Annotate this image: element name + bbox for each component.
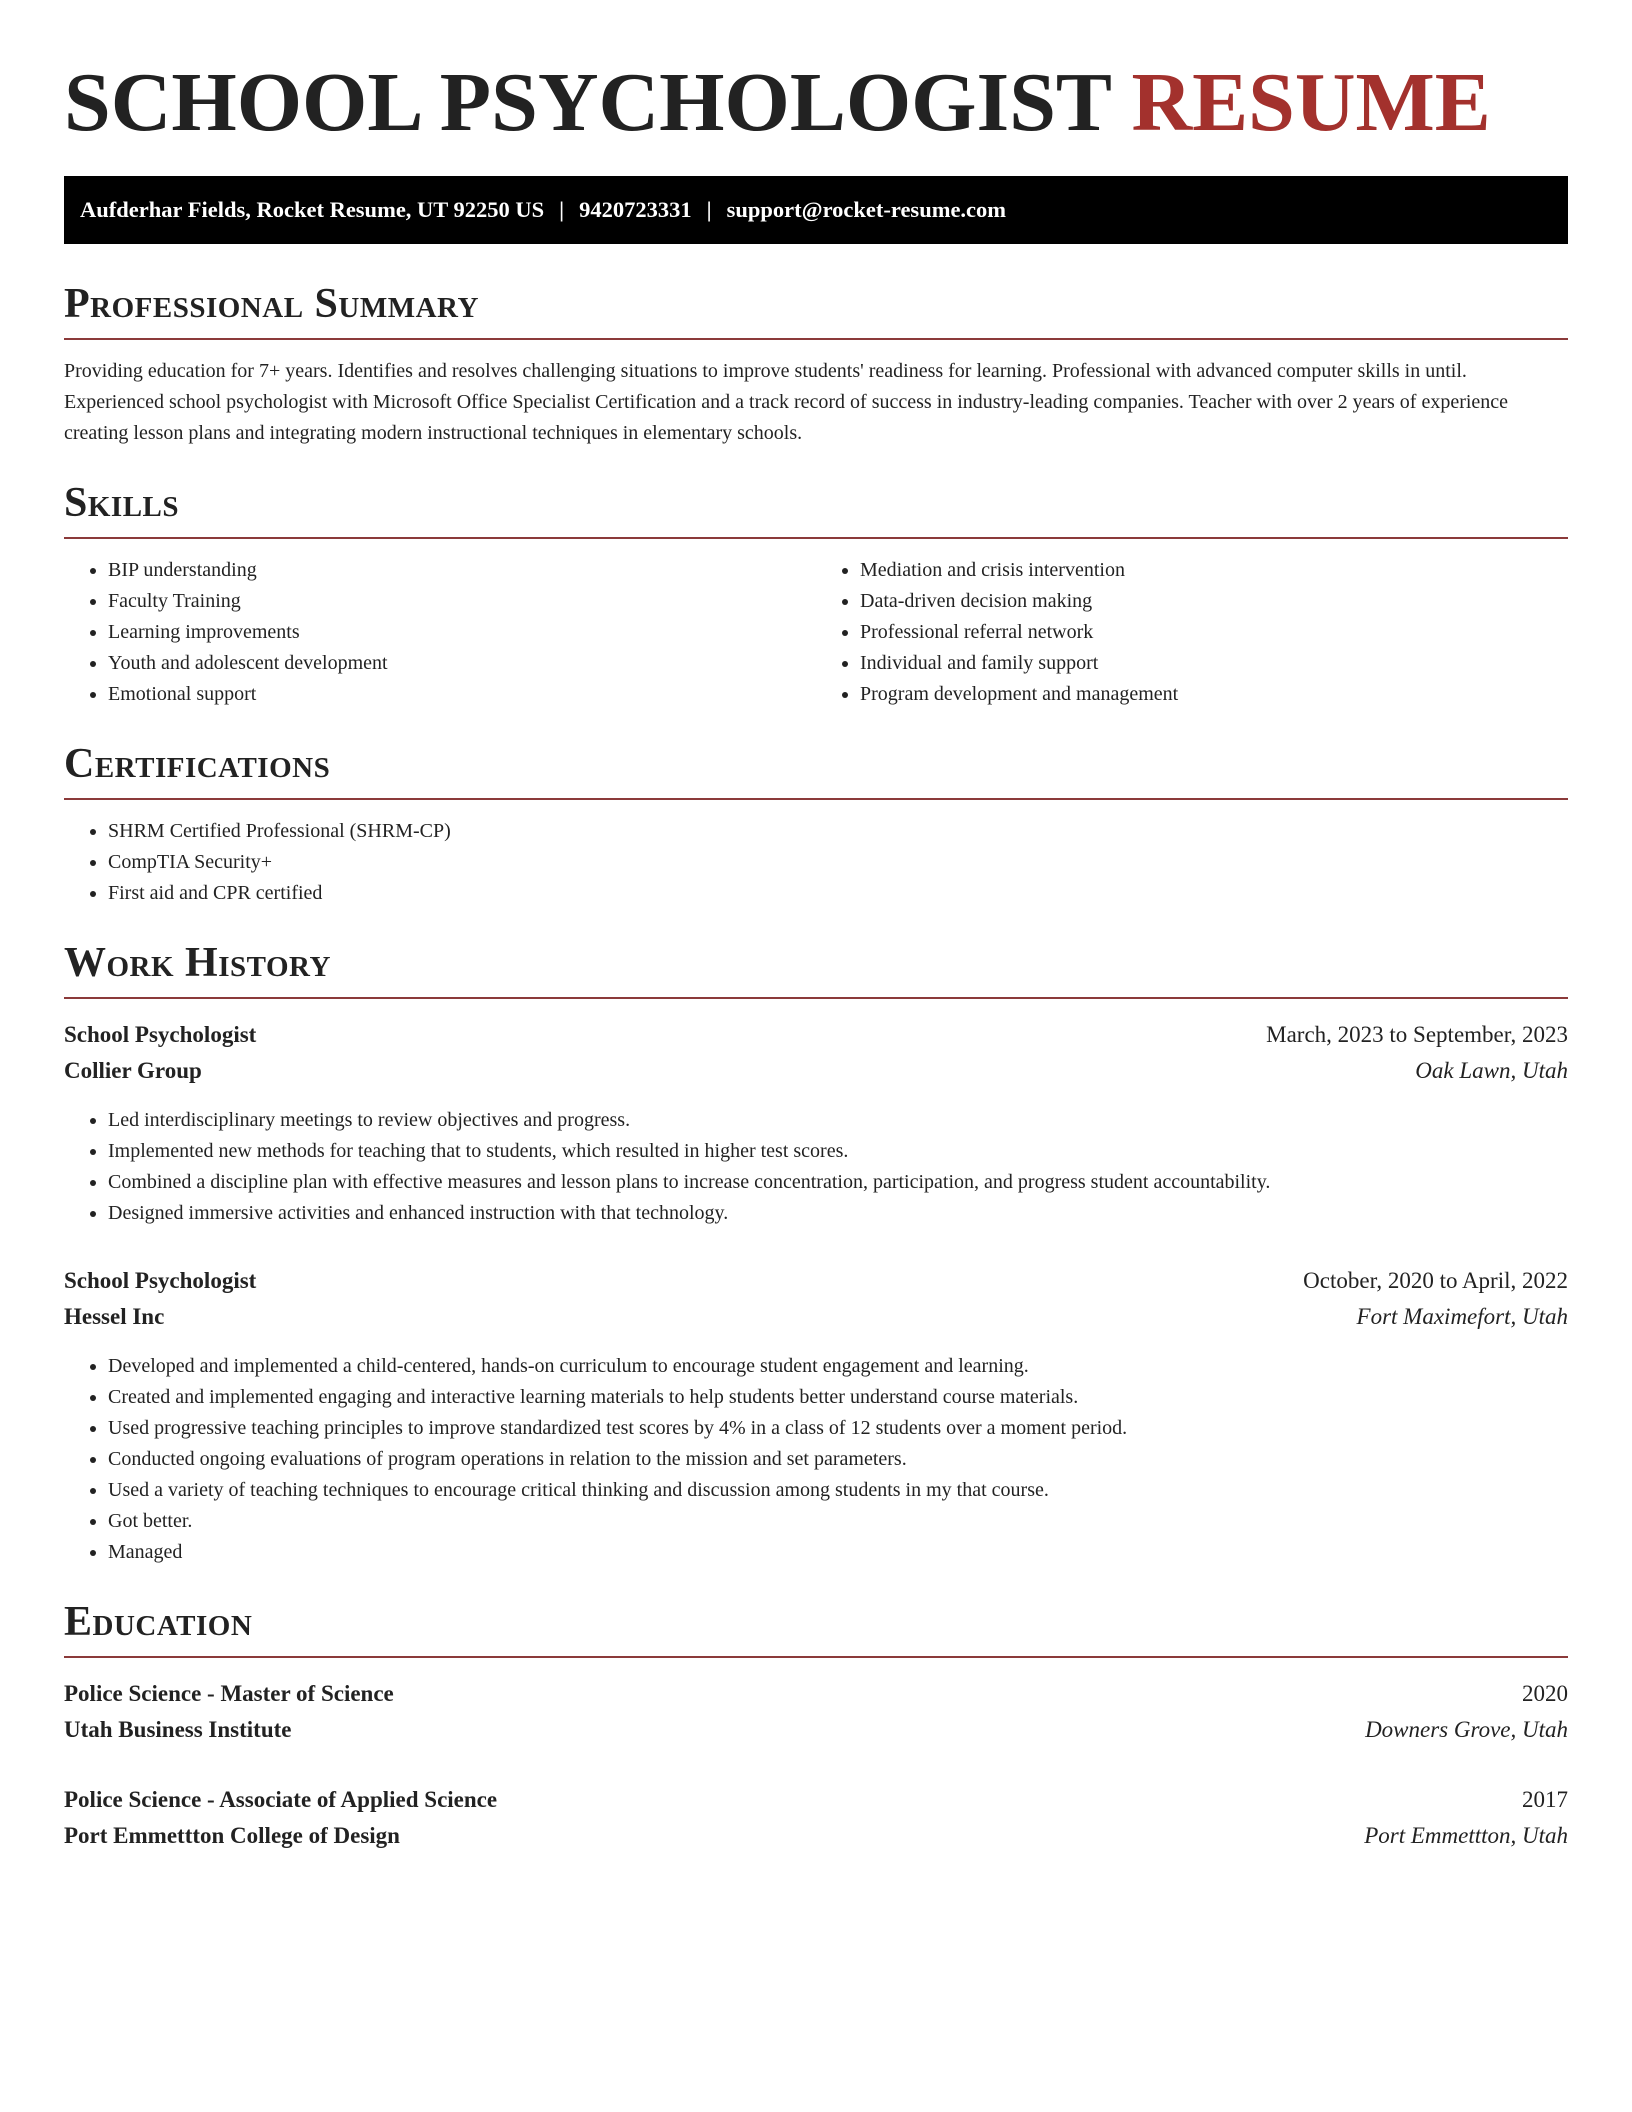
job-location: Fort Maximefort, Utah [1356,1304,1568,1329]
job-bullet: • Used progressive teaching principles to improve standardized test scores by 4% in a class of 12 students over a moment period. [108,1413,1568,1444]
education-header [64,1676,1568,1712]
summary-text: Providing education for 7+ years. Identifies and resolves challenging situations to improve students' readiness for learning. Professional with advanced computer skills in until. Experienced school psychologist with Microsoft Office Specialist Certification and a track record of success in industry-leading companies. Teacher with over 2 years of experience creating lesson plans and integrating modern instructional techniques in elementary schools. [64,360,1509,444]
skill-item: • Learning improvements [108,617,816,648]
work-history-section [64,939,1568,1568]
section-divider [64,798,1568,800]
job-subheader [64,1053,1568,1089]
skills-list-left [64,555,816,710]
education-location: Downers Grove, Utah [1365,1717,1568,1742]
certifications-list [64,816,1568,909]
skills-section [64,479,1568,710]
education-subheader [64,1712,1568,1748]
certification-item: • First aid and CPR certified [108,878,1568,909]
education-year: 2020 [1522,1681,1568,1706]
skill-item: • BIP understanding [108,555,816,586]
job-bullet: • Created and implemented engaging and interactive learning materials to help students better understand course materials. [108,1382,1568,1413]
certifications-section [64,740,1568,909]
job-company: Hessel Inc [64,1304,165,1329]
job-bullets [64,1351,1568,1568]
education-year: 2017 [1522,1787,1568,1812]
job-bullet: • Conducted ongoing evaluations of program operations in relation to the mission and set parameters. [108,1444,1568,1475]
job-bullet: • Got better. [108,1506,1568,1537]
job-title: School Psychologist [64,1022,257,1047]
contact-email[interactable]: support@rocket-resume.com [726,197,1007,222]
certifications-heading: Certifications [64,741,331,787]
skills-grid [64,539,1568,710]
job-bullet: • Implemented new methods for teaching that to students, which resulted in higher test scores. [108,1136,1568,1167]
job-header [64,1263,1568,1299]
education-degree: Police Science - Master of Science [64,1681,394,1706]
education-school: Utah Business Institute [64,1717,292,1742]
education-degree: Police Science - Associate of Applied Science [64,1787,498,1812]
certification-item: • CompTIA Security+ [108,847,1568,878]
resume-title [64,58,1568,148]
contact-separator: | [559,197,565,222]
title-accent: RESUME [1131,56,1491,149]
job-bullets [64,1105,1568,1229]
section-divider [64,1656,1568,1658]
education-entry [64,1782,1568,1854]
skill-item: • Faculty Training [108,586,816,617]
job-entry [64,1263,1568,1568]
skill-item: • Program development and management [860,679,1568,710]
job-bullet: • Designed immersive activities and enhanced instruction with that technology. [108,1198,1568,1229]
skill-item: • Youth and adolescent development [108,648,816,679]
education-heading: Education [64,1599,253,1645]
skill-item: • Professional referral network [860,617,1568,648]
job-entry [64,1017,1568,1229]
contact-phone[interactable]: 9420723331 [579,197,692,222]
certification-item: • SHRM Certified Professional (SHRM-CP) [108,816,1568,847]
job-bullet: • Developed and implemented a child-centered, hands-on curriculum to encourage student engagement and learning. [108,1351,1568,1382]
job-bullet: • Combined a discipline plan with effective measures and lesson plans to increase concentration, participation, and progress student accountability. [108,1167,1568,1198]
education-entry [64,1676,1568,1748]
job-header [64,1017,1568,1053]
contact-separator: | [706,197,712,222]
section-divider [64,997,1568,999]
education-location: Port Emmettton, Utah [1364,1823,1568,1848]
work-history-heading: Work History [64,940,331,986]
education-subheader [64,1818,1568,1854]
contact-address: Aufderhar Fields, Rocket Resume, UT 92250 US [80,197,545,222]
job-bullet: • Used a variety of teaching techniques to encourage critical thinking and discussion among students in my that course. [108,1475,1568,1506]
skills-heading: Skills [64,480,180,526]
skills-list-right [816,555,1568,710]
skill-item: • Mediation and crisis intervention [860,555,1568,586]
education-school: Port Emmettton College of Design [64,1823,400,1848]
education-section [64,1598,1568,1854]
job-dates: October, 2020 to April, 2022 [1303,1268,1568,1293]
job-company: Collier Group [64,1058,202,1083]
skill-item: • Individual and family support [860,648,1568,679]
job-location: Oak Lawn, Utah [1415,1058,1568,1083]
skill-item: • Emotional support [108,679,816,710]
job-bullet: • Managed [108,1537,1568,1568]
job-dates: March, 2023 to September, 2023 [1266,1022,1568,1047]
job-subheader [64,1299,1568,1335]
title-main: SCHOOL PSYCHOLOGIST [64,56,1111,149]
job-title: School Psychologist [64,1268,257,1293]
education-header [64,1782,1568,1818]
job-bullet: • Led interdisciplinary meetings to review objectives and progress. [108,1105,1568,1136]
skill-item: • Data-driven decision making [860,586,1568,617]
summary-section [64,280,1568,449]
summary-heading: Professional Summary [64,281,479,327]
contact-bar [64,176,1568,244]
section-divider [64,338,1568,340]
